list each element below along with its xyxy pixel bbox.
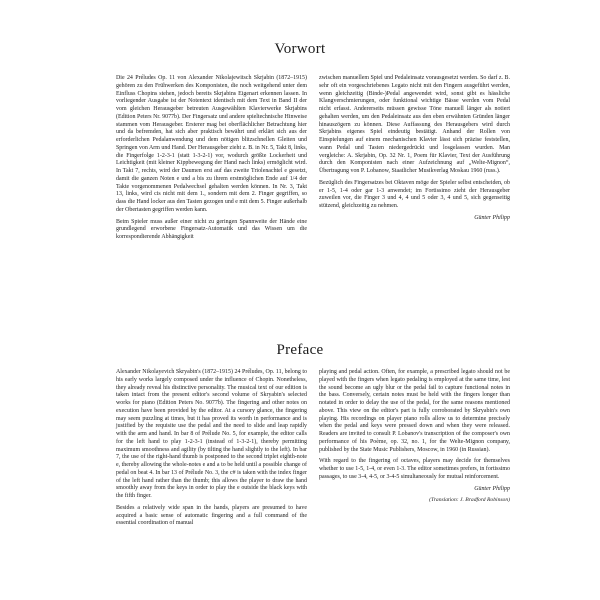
preface-left-paragraph-2: Besides a relatively wide span in the hands, players are presumed to have acquired a basic sense of automatic fingering and a full command of the essential coordination of manual [116, 504, 307, 527]
preface-left-paragraph-1: Alexander Nikolayevich Skryabin's (1872–1915) 24 Préludes, Op. 11, belong to his early works largely composed under the influence of Chopin. Nonetheless, they already reveal his distinctive personality. The musical text of our edition is taken intact from the present editor's second volume of Skryabin's selected works for piano (Edition Peters No. 9077b). The fingering and other notes on execution have been provided by the editor. At a cursory glance, the fingering may seem puzzling at times, but it has proved its worth in performance and is justified by the requisite use the pedal and the need to slide and leap rapidly with the arm and hand. In bar 8 of Prélude No. 5, for example, the editor calls for the left hand to play 1-2-3-1 (instead of 1-3-2-1), thereby permitting maximum smoothness and agility (by tilting the hand slightly to the left). In bar 7, the use of the right-hand thumb is postponed to the second triplet eighth-note e, thereby allowing the whole-notes e and a to be held until a possible change of pedal on beat 4. In bar 13 of Prélude No. 3, the c# is taken with the index finger of the left hand rather than the thumb; this allows the player to draw the hand smoothly away from the keys in order to play the e outside the black keys with the fifth finger. [116, 369, 307, 499]
preface-heading: Preface [276, 342, 324, 358]
preface-right-paragraph-1: playing and pedal action. Often, for example, a prescribed legato should not be played with the fingers when legato pedaling is employed at the same time, lest the sound become an ugly blur or the pedal fail to capture functional notes in the bass. Conversely, certain notes must be held with the fingers longer than notated in order to delay the use of the pedal, for the same reasons mentioned above. This view on the editor's part is fully corroborated by Skryabin's own playing. His recordings on player piano rolls allow us to determine precisely when the pedal and keys were pressed down and when they were released. Readers are invited to consult P. Lobanov's transcription of the composer's own performance of his Poème, op. 32, no. 1, for the Welte-Mignon company, published by the State Music Publishers, Moscow, in 1960 (in Russian). [319, 369, 510, 453]
vorwort-right-paragraph-1: zwischen manuellem Spiel und Pedaleinsatz vorausgesetzt werden. So darf z. B. sehr oft ein vorgeschriebenes Legato nicht mit den Fingern ausgeführt werden, wenn gleichzeitig (Binde-)Pedal angewendet wird, sonst gibt es hässliche Klangverschmierungen, oder funktional wichtige Bässe werden vom Pedal nicht erfasst. Andererseits müssen gewisse Töne manuell länger als notiert gehalten werden, um den Pedaleinsatz aus den eben erwähnten Gründen länger hinauszögern zu können. Diese Auffassung des Herausgebers wird durch Skrjabins eigenes Spiel eindeutig bestätigt. Anhand der Rollen von Einspielungen auf einem mechanischen Klavier lässt sich präzise feststellen, wann Pedal und Tasten niedergedrückt und losgelassen wurden. Man vergleiche: A. Skrjabin, Op. 32 Nr. 1, Poem für Klavier, Text der Ausführung durch den Komponisten nach einer Aufzeichnung auf „Welte-Mignon“, Übertragung von P. Lobanow, Staatlicher Musikverlag Moskau 1960 (russ.). [319, 75, 510, 174]
preface-left-column [116, 369, 307, 528]
preface-translation-credit: (Translation: J. Bradford Robinson) [429, 497, 510, 504]
vorwort-heading: Vorwort [274, 41, 326, 57]
vorwort-signature: Günter Philipp [474, 214, 510, 221]
vorwort-right-paragraph-2: Bezüglich des Fingersatzes bei Oktaven möge der Spieler selbst entscheiden, ob er 1-5, 1-4 oder gar 1-3 anwendet; im Fortissimo zieht der Herausgeber zuweilen vor, die Finger 3 und 4, 4 und 5 oder 3, 4 und 5, sich gegenseitig stützend, gleichzeitig zu nehmen. [319, 179, 510, 209]
vorwort-right-column [319, 75, 510, 223]
vorwort-left-column [116, 75, 307, 242]
preface-right-paragraph-2: With regard to the fingering of octaves, players may decide for themselves whether to use 1-5, 1-4, or even 1-3. The editor sometimes prefers, in fortissimo passages, to use 3-4, 4-5, or 3-4-5 simultaneously for mutual reinforcement. [319, 458, 510, 480]
vorwort-left-paragraph-2: Beim Spieler muss außer einer nicht zu geringen Spannweite der Hände eine grundlegend erworbene Fingersatz-Automatik und das Wissen um die korrespondierende Abhängigkeit [116, 218, 307, 240]
preface-signature: Günter Philipp [474, 485, 510, 492]
vorwort-left-paragraph-1: Die 24 Préludes Op. 11 von Alexander Nikolajewitsch Skrjabin (1872–1915) gehören zu den Frühwerken des Komponisten, die noch weitgehend unter dem Einfluss Chopins stehen, jedoch bereits Skrjabins Eigenart erkennen lassen. In vorliegender Ausgabe ist der Notentext identisch mit dem Text in Band II der vom gleichen Herausgeber betreuten Ausgewählten Klavierwerke Skrjabins (Edition Peters Nr. 9077b). Der Fingersatz und andere spieltechnische Hinweise stammen vom Herausgeber. Ersterer mag bei oberflächlicher Betrachtung hier und da befremden, hat sich aber praktisch bewährt und erklärt sich aus der erforderlichen Pedalanwendung und dem nötigen blitzschnellen Gleiten und Springen von Arm und Hand. Der Herausgeber zieht z. B. in Nr. 5, Takt 8, links, die Fingerfolge 1-2-3-1 (statt 1-3-2-1) vor, wodurch größte Lockerheit und Leichtigkeit (mit kleiner Kippbewegung der Hand nach links) ermöglicht wird. In Takt 7, rechts, wird der Daumen erst auf das zweite Triolenachtel e gesetzt, damit die ganzen Noten e und a bis zu ihrem erstmöglichen Ende auf 1/4 der Takte vorgenommenen Pedalwechsel gehalten werden können. In Nr. 3, Takt 13, links, wird cis nicht mit dem 1., sondern mit dem 2. Finger gegriffen, so dass die Hand locker aus den Tasten gezogen und e mit dem 5. Finger außerhalb der Obertasten gegriffen werden kann. [116, 75, 307, 213]
preface-right-column [319, 369, 510, 505]
